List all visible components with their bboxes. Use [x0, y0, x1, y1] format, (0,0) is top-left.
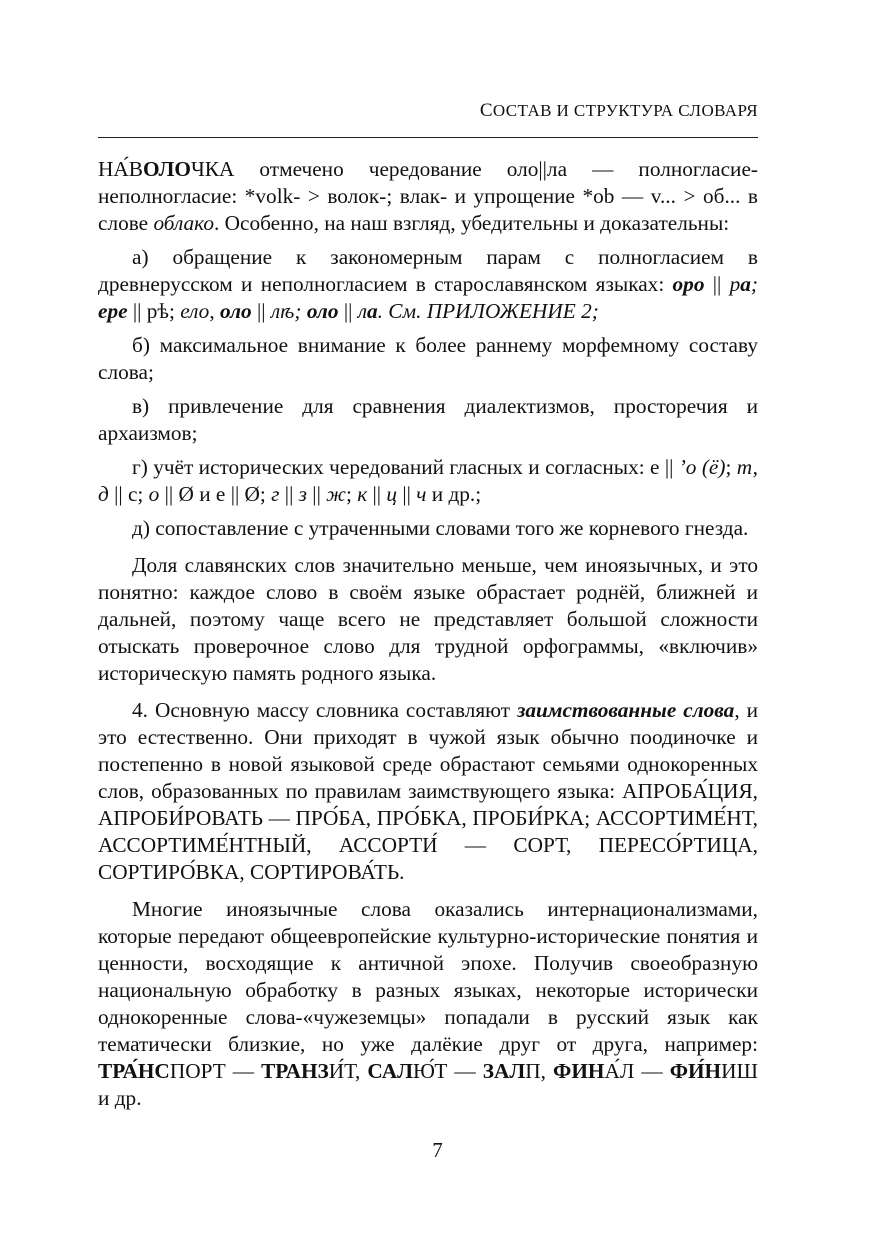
list-item-d: д) сопоставление с утраченными словами того же корневого гнезда. [132, 516, 749, 540]
form-t-d: т, д [98, 455, 759, 506]
list-item-a [98, 244, 758, 325]
form-olo: оло [306, 299, 339, 323]
form-k: к [357, 482, 368, 506]
form-g: г [271, 482, 280, 506]
headword-chka: ЧКА [190, 157, 235, 181]
paragraph-text: . Особенно, на наш взгляд, убедительны и доказательны: [213, 211, 730, 235]
item-text: || с; [108, 482, 149, 506]
form-zh: ж [326, 482, 346, 506]
form-l: л [357, 299, 367, 323]
item-text: и др.; [426, 482, 482, 506]
example-words: АПРОБА́ЦИЯ, АПРОБИ́РОВАТЬ — ПРО́БА, ПРО́БКА, ПРОБИ́РКА; АССОРТИМЕ́НТ, АССОРТИМЕ́НТНЫЙ, АССОРТИ́ — СОРТ, ПЕРЕСО́РТИЦА, СОРТИРО́ВКА, СОРТИРОВА́ТЬ. [98, 779, 758, 884]
word-rest: ПОРТ — [169, 1059, 262, 1083]
item-text: || Ø и е || Ø; [159, 482, 272, 506]
item-text: а) обращение к закономерным парам с полногласием в древнерусском и неполногласием в старославянском языках: [98, 245, 758, 296]
separator: || [338, 299, 358, 323]
headword-stress: ́В [128, 157, 143, 181]
paragraph-navolochka [98, 156, 758, 237]
page-number: 7 [432, 1138, 443, 1162]
punct: ; [750, 272, 758, 296]
separator: || [127, 299, 147, 323]
separator: || [367, 482, 387, 506]
appendix-ref: . См. ПРИЛОЖЕНИЕ 2; [377, 299, 599, 323]
paragraph-slavic-words: Доля славянских слов значительно меньше, чем иноязычных, и это понятно: каждое слово в своём языке обрастает роднёй, ближней и дальней, поэтому чаще всего не представляет большой сложности отыскать проверочное слово для трудной орфограммы, «включив» историческую память родного языка. [98, 553, 758, 685]
form-elo: ело [180, 299, 210, 323]
running-header [98, 100, 758, 122]
form-a: а [367, 299, 378, 323]
form-ch: ч [416, 482, 427, 506]
paragraph-text: отмечено чередование оло||ла — полногласие-неполногласие: *volk- > волок-; влак- и упрощение *ob — v... > об... в слове [98, 157, 758, 235]
punct: , [209, 299, 220, 323]
root-sal: САЛ [367, 1059, 413, 1083]
punct: ; [725, 455, 737, 479]
paragraph-text: Многие иноязычные слова оказались интернационализмами, которые передают общеевропейские культурно-исторические понятия и ценности, восходящие к античной эпохе. Получив своеобразную национальную обработку в разных языках, некоторые исторически однокоренные слова-«чужеземцы» попадали в русский язык как тематически близкие, но уже далёкие друг от друга, например: [98, 897, 758, 1056]
paragraph-text: , и это естественно. Они приходят в чужой язык обычно поодиночке и постепенно в новой языковой среде обрастают семьями однокоренных слов, образованных по правилам заимствующего языка: [98, 698, 759, 803]
word-rest: А́Л — [604, 1059, 670, 1083]
root-fin: ФИН [553, 1059, 605, 1083]
form-rye: рѣ [146, 299, 169, 323]
form-r: р [729, 272, 741, 296]
list-item-g [98, 454, 758, 508]
paragraph-text: 4. Основную массу словника составляют [132, 698, 518, 722]
root-fin-2: ФИ́Н [669, 1059, 722, 1083]
punct: ; [168, 299, 181, 323]
separator: || [251, 299, 271, 323]
paragraph-internationalisms [98, 896, 758, 1112]
form-ere: ере [98, 299, 128, 323]
root-trans: ТРА́НС [98, 1059, 170, 1083]
form-o-yo: ’о (ё) [678, 455, 726, 479]
list-item-v: в) привлечение для сравнения диалектизмов, просторечия и архаизмов; [98, 394, 758, 445]
root-tranz: ТРАНЗ [261, 1059, 329, 1083]
separator: || [306, 482, 327, 506]
word-rest: Ю́Т — [413, 1059, 483, 1083]
page-body [98, 156, 758, 1112]
headword-na: НА [98, 157, 129, 181]
running-header-text: ОСТАВ И СТРУКТУРА СЛОВАРЯ [492, 101, 758, 120]
form-ts: ц [386, 482, 398, 506]
word-rest: И́Т, [328, 1059, 368, 1083]
word-rest: ИШ и др. [98, 1059, 758, 1110]
punct: ; [345, 482, 358, 506]
root-zal: ЗАЛ [482, 1059, 526, 1083]
word-rest: П, [525, 1059, 554, 1083]
form-lye: лѣ [270, 299, 295, 323]
form-o: о [148, 482, 160, 506]
form-z: з [298, 482, 307, 506]
item-text: г) учёт исторических чередований гласных и согласных: е || [132, 455, 679, 479]
form-oro: оро [672, 272, 705, 296]
list-item-b: б) максимальное внимание к более раннему морфемному составу слова; [98, 333, 758, 384]
form-olo: оло [220, 299, 252, 323]
separator: || [279, 482, 299, 506]
italic-word-oblako: облако [153, 211, 214, 235]
paragraph-borrowed-words [98, 697, 758, 886]
separator: || [704, 272, 730, 296]
headword-olo: ОЛО [142, 157, 191, 181]
running-header-cap: С [479, 100, 493, 121]
punct: ; [294, 299, 307, 323]
separator: || [397, 482, 417, 506]
term-borrowed-words: заимствованные слова [517, 698, 735, 722]
form-a: а [740, 272, 751, 296]
header-rule [98, 137, 758, 138]
